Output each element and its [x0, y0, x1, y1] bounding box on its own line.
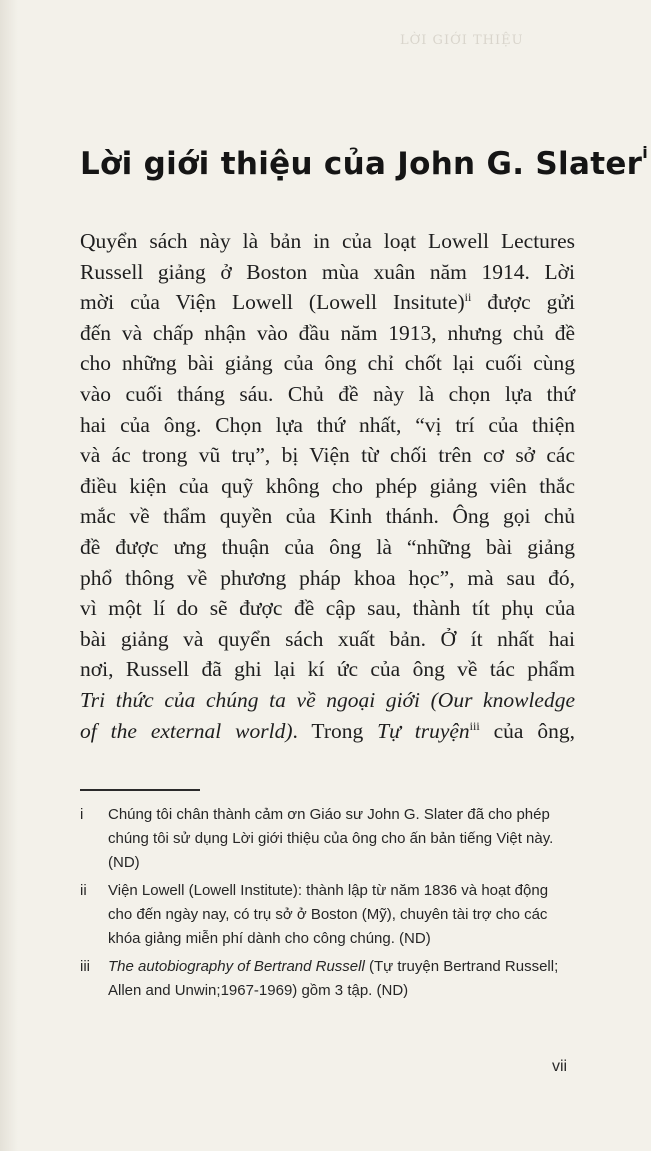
- footnote-iii: [80, 955, 575, 1003]
- title-footnote-mark: i: [642, 143, 649, 162]
- footnote-number: ii: [80, 882, 87, 899]
- footnote-text: Chúng tôi chân thành cảm ơn Giáo sư John G. Slater đã cho phép chúng tôi sử dụng Lời giới thiệu của ông cho ấn bản tiếng Việt này. (ND): [108, 806, 554, 871]
- body-line: [80, 685, 575, 716]
- footnote-rule: [80, 789, 200, 791]
- body-line: đề được ưng thuận của ông là “những bài giảng: [80, 534, 575, 559]
- footnote-book-title: The autobiography of Bertrand Russell: [108, 958, 365, 975]
- body-line: vì một lí do sẽ được đề cập sau, thành tít phụ của: [80, 596, 575, 621]
- show-through-running-head: LỜI GIỚI THIỆU: [400, 33, 524, 48]
- body-paragraph: [80, 226, 575, 746]
- body-line: đến và chấp nhận vào đầu năm 1913, nhưng chủ đề: [80, 320, 575, 345]
- body-line: cho những bài giảng của ông chỉ chốt lại cuối cùng: [80, 351, 575, 376]
- footnote-i: [80, 803, 575, 875]
- footnote-text: (Tự truyện Bertrand Russell; Allen and Unwin;1967-1969) gồm 3 tập. (ND): [108, 958, 559, 999]
- chapter-title-text: Lời giới thiệu của John G. Slater: [80, 146, 643, 182]
- footnote-number: i: [80, 806, 84, 823]
- footnote-number: iii: [80, 958, 90, 975]
- body-line: mời của Viện Lowell (Lowell Insitute)$^{ii}$ được gửi: [80, 290, 575, 315]
- page-number: vii: [552, 1058, 568, 1075]
- footnote-ii: [80, 879, 575, 951]
- body-line: nơi, Russell đã ghi lại kí ức của ông về tác phẩm: [80, 657, 575, 682]
- chapter-title: [80, 143, 649, 182]
- footnotes: [80, 803, 575, 1007]
- body-line: bài giảng và quyển sách xuất bản. Ở ít nhất hai: [80, 626, 575, 651]
- footnote-text: Viện Lowell (Lowell Institute): thành lập từ năm 1836 và hoạt động cho đến ngày nay, có trụ sở ở Boston (Mỹ), chuyên tài trợ cho các khóa giảng miễn phí dành cho công chúng. (ND): [108, 882, 549, 947]
- book-title-italic: Tri thức của chúng ta về ngoại giới (Our knowledge: [80, 687, 575, 712]
- body-line: Russell giảng ở Boston mùa xuân năm 1914. Lời: [80, 259, 575, 284]
- autobiography-italic: Tự truyện: [377, 718, 470, 743]
- body-line: vào cuối tháng sáu. Chủ đề này là chọn lựa thứ: [80, 381, 575, 406]
- body-line: phổ thông về phương pháp khoa học”, mà sau đó,: [80, 565, 575, 590]
- body-line: và ác trong vũ trụ”, bị Viện từ chối trên cơ sở các: [80, 443, 575, 468]
- footnote-mark-ii: ii: [464, 290, 472, 305]
- body-line: mắc về thẩm quyền của Kinh thánh. Ông gọi chủ: [80, 504, 575, 529]
- body-line: hai của ông. Chọn lựa thứ nhất, “vị trí của thiện: [80, 412, 575, 437]
- body-line: of the external world). Trong Tự truyện$^{iii}$ của ông,: [80, 718, 575, 743]
- page-gutter-shadow: [0, 0, 18, 1151]
- footnote-mark-iii: iii: [469, 718, 480, 733]
- body-line: điều kiện của quỹ không cho phép giảng viên thắc: [80, 473, 575, 498]
- body-line: Quyển sách này là bản in của loạt Lowell Lectures: [80, 229, 575, 253]
